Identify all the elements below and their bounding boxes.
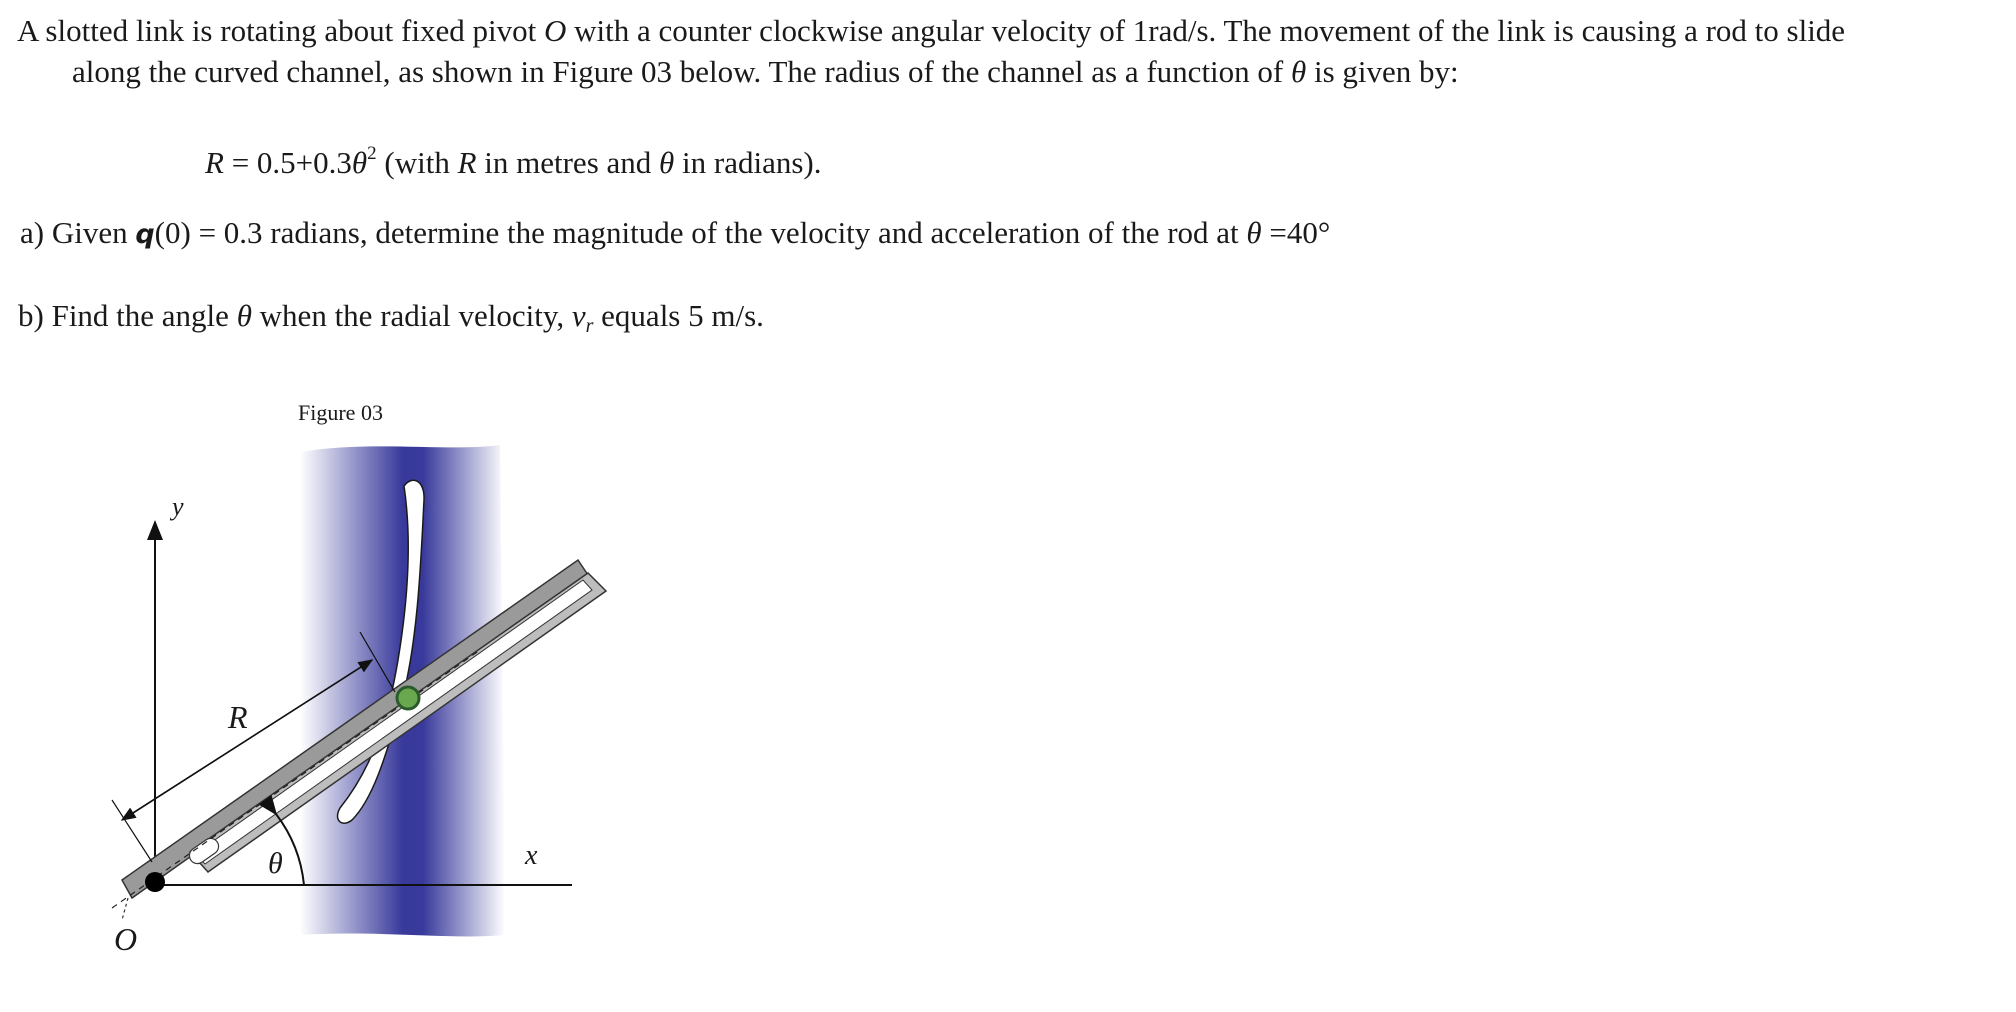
part-a-text-b: (0) = 0.3 radians, determine the magnitude of the velocity and acceleration of the rod at — [154, 215, 1247, 250]
pivot-dot — [145, 872, 165, 892]
part-a-q-symbol: q — [135, 219, 155, 250]
part-b-text-a: b) Find the angle — [18, 298, 237, 333]
part-b-r-subscript: r — [585, 315, 594, 337]
pivot-symbol: O — [543, 13, 567, 48]
theta-label: θ — [268, 847, 283, 880]
part-a-text-a: a) Given — [20, 215, 136, 250]
intro-text-b: with a counter clockwise angular velocity of 1rad/s. The movement of the link is causing a rod to slide — [566, 13, 1846, 48]
eq-R: R — [205, 145, 224, 180]
x-axis-label: x — [525, 840, 538, 871]
y-axis-label: y — [172, 492, 184, 521]
R-extension-1 — [112, 800, 152, 862]
eq-note-theta: θ — [659, 145, 675, 180]
part-b-theta: θ — [236, 298, 252, 333]
eq-exponent: 2 — [367, 143, 377, 164]
part-b-text-b: when the radial velocity, — [251, 298, 572, 333]
eq-note-c: in radians). — [674, 145, 822, 180]
eq-note-b: in metres and — [476, 145, 660, 180]
intro-text-a: A slotted link is rotating about fixed pivot — [17, 13, 544, 48]
intro2-text-b: is given by: — [1306, 54, 1459, 89]
theta-symbol: θ — [1291, 54, 1307, 89]
part-a-theta: θ — [1246, 215, 1262, 250]
R-label: R — [228, 699, 248, 735]
pivot-dashed-tick — [122, 898, 128, 920]
part-b-text-c: equals 5 m/s. — [593, 298, 764, 333]
eq-note-a: (with — [376, 145, 458, 180]
intro2-text-a: along the curved channel, as shown in Figure 03 below. The radius of the channel as a function of — [72, 54, 1291, 89]
part-a-text-c: =40° — [1261, 215, 1331, 250]
eq-note-R: R — [457, 145, 477, 180]
eq-rhs: = 0.5+0.3 — [223, 145, 352, 180]
pivot-label: O — [114, 921, 138, 957]
figure-caption: Figure 03 — [298, 400, 383, 425]
rod-pin — [397, 687, 419, 709]
part-b-v: v — [571, 298, 586, 333]
eq-theta: θ — [351, 145, 368, 180]
